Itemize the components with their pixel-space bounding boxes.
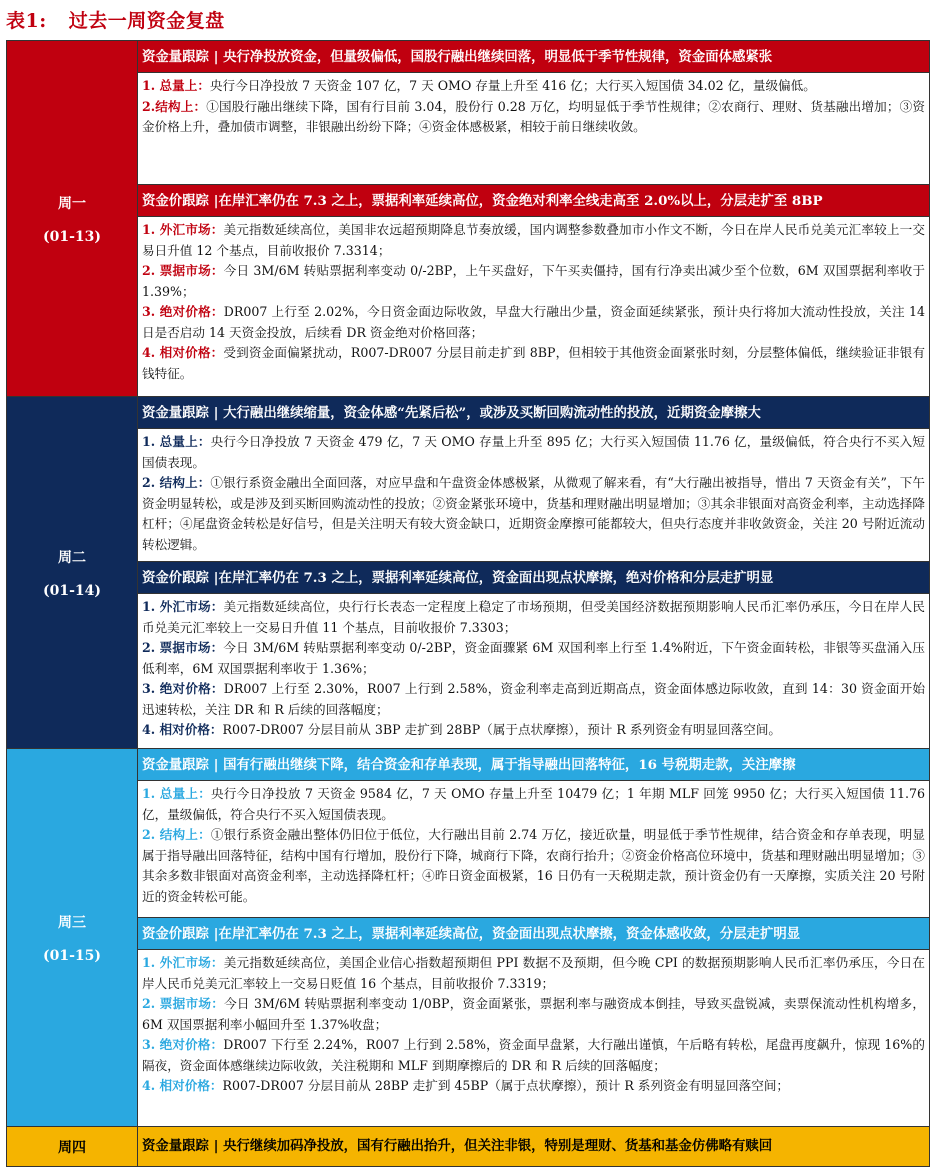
volume-tracking-body [138,781,929,918]
item-text: 今日 3M/6M 转贴票据利率变动 0/-2BP，资金面骤紧 6M 双国利率上行至 1.4%附近，下午资金面转松，非银等买盘涌入压低利率，6M 双国票据利率收于 1.36%； [142,640,925,676]
price-tracking-header: 资金价跟踪 |在岸汇率仍在 7.3 之上，票据利率延续高位，资金面出现点状摩擦，资金体感收敛，分层走扩明显 [138,918,929,950]
item-text: R007-DR007 分层目前从 3BP 走扩到 28BP（属于点状摩擦），预计 R 系列资金有明显回落空间。 [222,722,782,737]
volume-tracking-header: 资金量跟踪 | 央行净投放资金，但量级偏低，国股行融出继续回落，明显低于季节性规律，资金面体感紧张 [138,41,929,73]
volume-tracking-header: 资金量跟踪 | 大行融出继续缩量，资金体感“先紧后松”，或涉及买断回购流动性的投放，近期资金摩擦大 [138,397,929,429]
item-text: ①国股行融出继续下降，国有行目前 3.04，股份行 0.28 万亿，均明显低于季节性规律；②农商行、理财、货基融出增加；③资金价格上升，叠加债市调整，非银融出纷纷下降；④资金体感极紧，相较于前日继续收敛。 [142,98,925,134]
volume-tracking-body [138,73,929,185]
item-label: 1. 外汇市场： [142,955,224,970]
item-label: 4. 相对价格： [142,345,224,360]
price-tracking-body [138,217,929,396]
list-item [142,302,925,343]
table-title-label: 表1: [6,10,47,32]
item-text: R007-DR007 分层目前从 28BP 走扩到 45BP（属于点状摩擦），预计 R 系列资金有明显回落空间； [222,1078,790,1093]
item-label: 1. 总量上： [142,78,210,93]
item-text: ①银行系资金融出整体仍旧位于低位，大行融出目前 2.74 万亿，接近砍量，明显低于季节性规律，结合资金和存单表现，明显属于指导融出回落特征，结构中国有行增加，股份行下降，城商行下降，农商行抬升；②资金价格高位环境中，货基和理财融出明显增加；③其余多数非银面对高资金利率，主动选择降杠杆；④昨日资金面极紧，16 日仍有一天税期走款，预计资金仍有一天摩擦，实质关注 20 号附近的资金转松可能。 [142,827,925,904]
day-name: 周三 [58,914,86,931]
item-label: 3. 绝对价格： [142,1037,224,1052]
item-text: 美元指数延续高位，美国非农远超预期降息节奏放缓，国内调整参数叠加市小作文不断，今日在岸人民币兑美元汇率较上一交易日升值 12 个基点，目前收报价 7.3314； [142,222,925,258]
day-content-tuesday [138,397,929,748]
day-block-wednesday [7,749,929,1127]
item-text: DR007 下行至 2.24%，R007 上行到 2.58%，资金面早盘紧，大行融出谨慎，午后略有转松，尾盘再度飙升，惊现 16%的隔夜，资金面体感继续边际收敛，关注税期和 MLF 到期摩擦后的 DR 和 R 后续的回落幅度； [142,1037,925,1073]
item-text: 今日 3M/6M 转贴票据利率变动 0/-2BP，上午买盘好，下午买卖僵持，国有行净卖出减少至个位数，6M 双国票据利率收于 1.39%； [142,263,925,299]
item-label: 1. 外汇市场： [142,599,224,614]
list-item [142,825,925,907]
price-tracking-body [138,950,929,1126]
table-title [6,6,225,34]
day-cell-wednesday [7,749,138,1126]
item-text: 今日 3M/6M 转贴票据利率变动 1/0BP，资金面紧张，票据利率与融资成本倒挂，导致买盘锐减，卖票保流动性机构增多，6M 双国票据利率小幅回升至 1.37%收盘； [142,996,925,1032]
day-cell-thursday [7,1127,138,1166]
list-item [142,1076,925,1097]
list-item [142,473,925,555]
item-text: 央行今日净投放 7 天资金 9584 亿，7 天 OMO 存量上升至 10479 亿；1 年期 MLF 回笼 9950 亿；大行买入短国债 11.76 亿，量级偏低，符合央行不买入短国债表现。 [142,786,925,822]
item-label: 2. 票据市场： [142,263,224,278]
day-cell-tuesday [7,397,138,748]
item-label: 2.结构上： [142,98,207,114]
day-name: 周二 [58,549,86,566]
item-text: 央行今日净投放 7 天资金 107 亿，7 天 OMO 存量上升至 416 亿；大行买入短国债 34.02 亿，量级偏低。 [209,78,816,93]
list-item [142,784,925,825]
list-item [142,638,925,679]
item-label: 4. 相对价格： [142,1078,223,1093]
price-tracking-body [138,594,929,748]
list-item [142,97,925,138]
list-item [142,720,925,741]
item-label: 2. 结构上： [142,827,211,842]
volume-tracking-header: 资金量跟踪 | 国有行融出继续下降，结合资金和存单表现，属于指导融出回落特征，16 号税期走款，关注摩擦 [138,749,929,781]
item-label: 2. 票据市场： [142,640,224,655]
day-date: (01-14) [42,582,102,599]
list-item [142,220,925,261]
day-date: (01-15) [42,947,102,964]
table-title-text: 过去一周资金复盘 [68,10,225,32]
list-item [142,994,925,1035]
day-block-thursday [7,1127,929,1166]
item-label: 1. 总量上： [142,434,211,449]
price-tracking-header: 资金价跟踪 |在岸汇率仍在 7.3 之上，票据利率延续高位，资金绝对利率全线走高至 2.0%以上，分层走扩至 8BP [138,185,929,217]
list-item [142,597,925,638]
item-text: 央行今日净投放 7 天资金 479 亿，7 天 OMO 存量上升至 895 亿；大行买入短国债 11.76 亿，量级偏低，符合央行不买入短国债表现。 [142,434,925,470]
day-cell-monday [7,41,138,396]
item-label: 1. 外汇市场： [142,222,224,237]
list-item [142,679,925,720]
list-item [142,953,925,994]
day-name: 周四 [58,1139,86,1156]
volume-tracking-body [138,429,929,562]
volume-tracking-header: 资金量跟踪 | 央行继续加码净投放，国有行融出抬升，但关注非银，特别是理财、货基和基金仿佛略有赎回 [138,1127,929,1166]
list-item [142,261,925,302]
day-content-wednesday [138,749,929,1126]
fund-review-table [6,40,930,1167]
list-item [142,1035,925,1076]
item-text: ①银行系资金融出全面回落，对应早盘和午盘资金体感极紧，从微观了解来看，有“大行融出被指导，惜出 7 天资金有关”，下午资金明显转松，或是涉及到买断回购流动性的投放；②资金紧张环境中，货基和理财融出明显增加；③其余非银面对高资金利率，主动选择降杠杆；④尾盘资金转松是好信号，但是关注明天有较大资金缺口，近期资金摩擦可能都较大，但央行态度并非收敛资金，关注 20 号附近流动转松逻辑。 [142,475,925,552]
item-label: 3. 绝对价格： [142,304,224,319]
list-item [142,76,925,97]
list-item [142,432,925,473]
item-text: DR007 上行至 2.02%，今日资金面边际收敛，早盘大行融出少量，资金面延续紧张，预计央行将加大流动性投放，关注 14 日是否启动 14 天资金投放，后续看 DR 资金绝对价格回落； [142,304,925,340]
price-tracking-header: 资金价跟踪 |在岸汇率仍在 7.3 之上，票据利率延续高位，资金面出现点状摩擦，绝对价格和分层走扩明显 [138,562,929,594]
day-name: 周一 [58,195,86,212]
item-label: 2. 票据市场： [142,996,225,1011]
day-block-tuesday [7,397,929,749]
item-text: 美元指数延续高位，央行行长表态一定程度上稳定了市场预期，但受美国经济数据预期影响人民币汇率仍承压，今日在岸人民币兑美元汇率较上一交易日升值 11 个基点，目前收报价 7.3303； [142,599,925,635]
item-label: 3. 绝对价格： [142,681,224,696]
day-block-monday [7,41,929,397]
item-text: 受到资金面偏紧扰动，R007-DR007 分层目前走扩到 8BP，但相较于其他资金面紧张时刻，分层整体偏低，继续验证非银有钱特征。 [142,345,925,381]
day-content-thursday [138,1127,929,1166]
item-label: 2. 结构上： [142,475,211,490]
item-label: 1. 总量上： [142,786,212,801]
list-item [142,343,925,384]
day-date: (01-13) [42,228,102,245]
item-text: DR007 上行至 2.30%，R007 上行到 2.58%，资金利率走高到近期高点，资金面体感边际收敛，直到 14：30 资金面开始迅速转松，关注 DR 和 R 后续的回落幅度； [142,681,925,717]
item-text: 美元指数延续高位，美国企业信心指数超预期但 PPI 数据不及预期，但今晚 CPI 的数据预期影响人民币汇率仍承压，今日在岸人民币兑美元汇率较上一交易日贬值 16 个基点，目前收报价 7.3319； [142,955,925,991]
day-content-monday [138,41,929,396]
item-label: 4. 相对价格： [142,722,223,737]
